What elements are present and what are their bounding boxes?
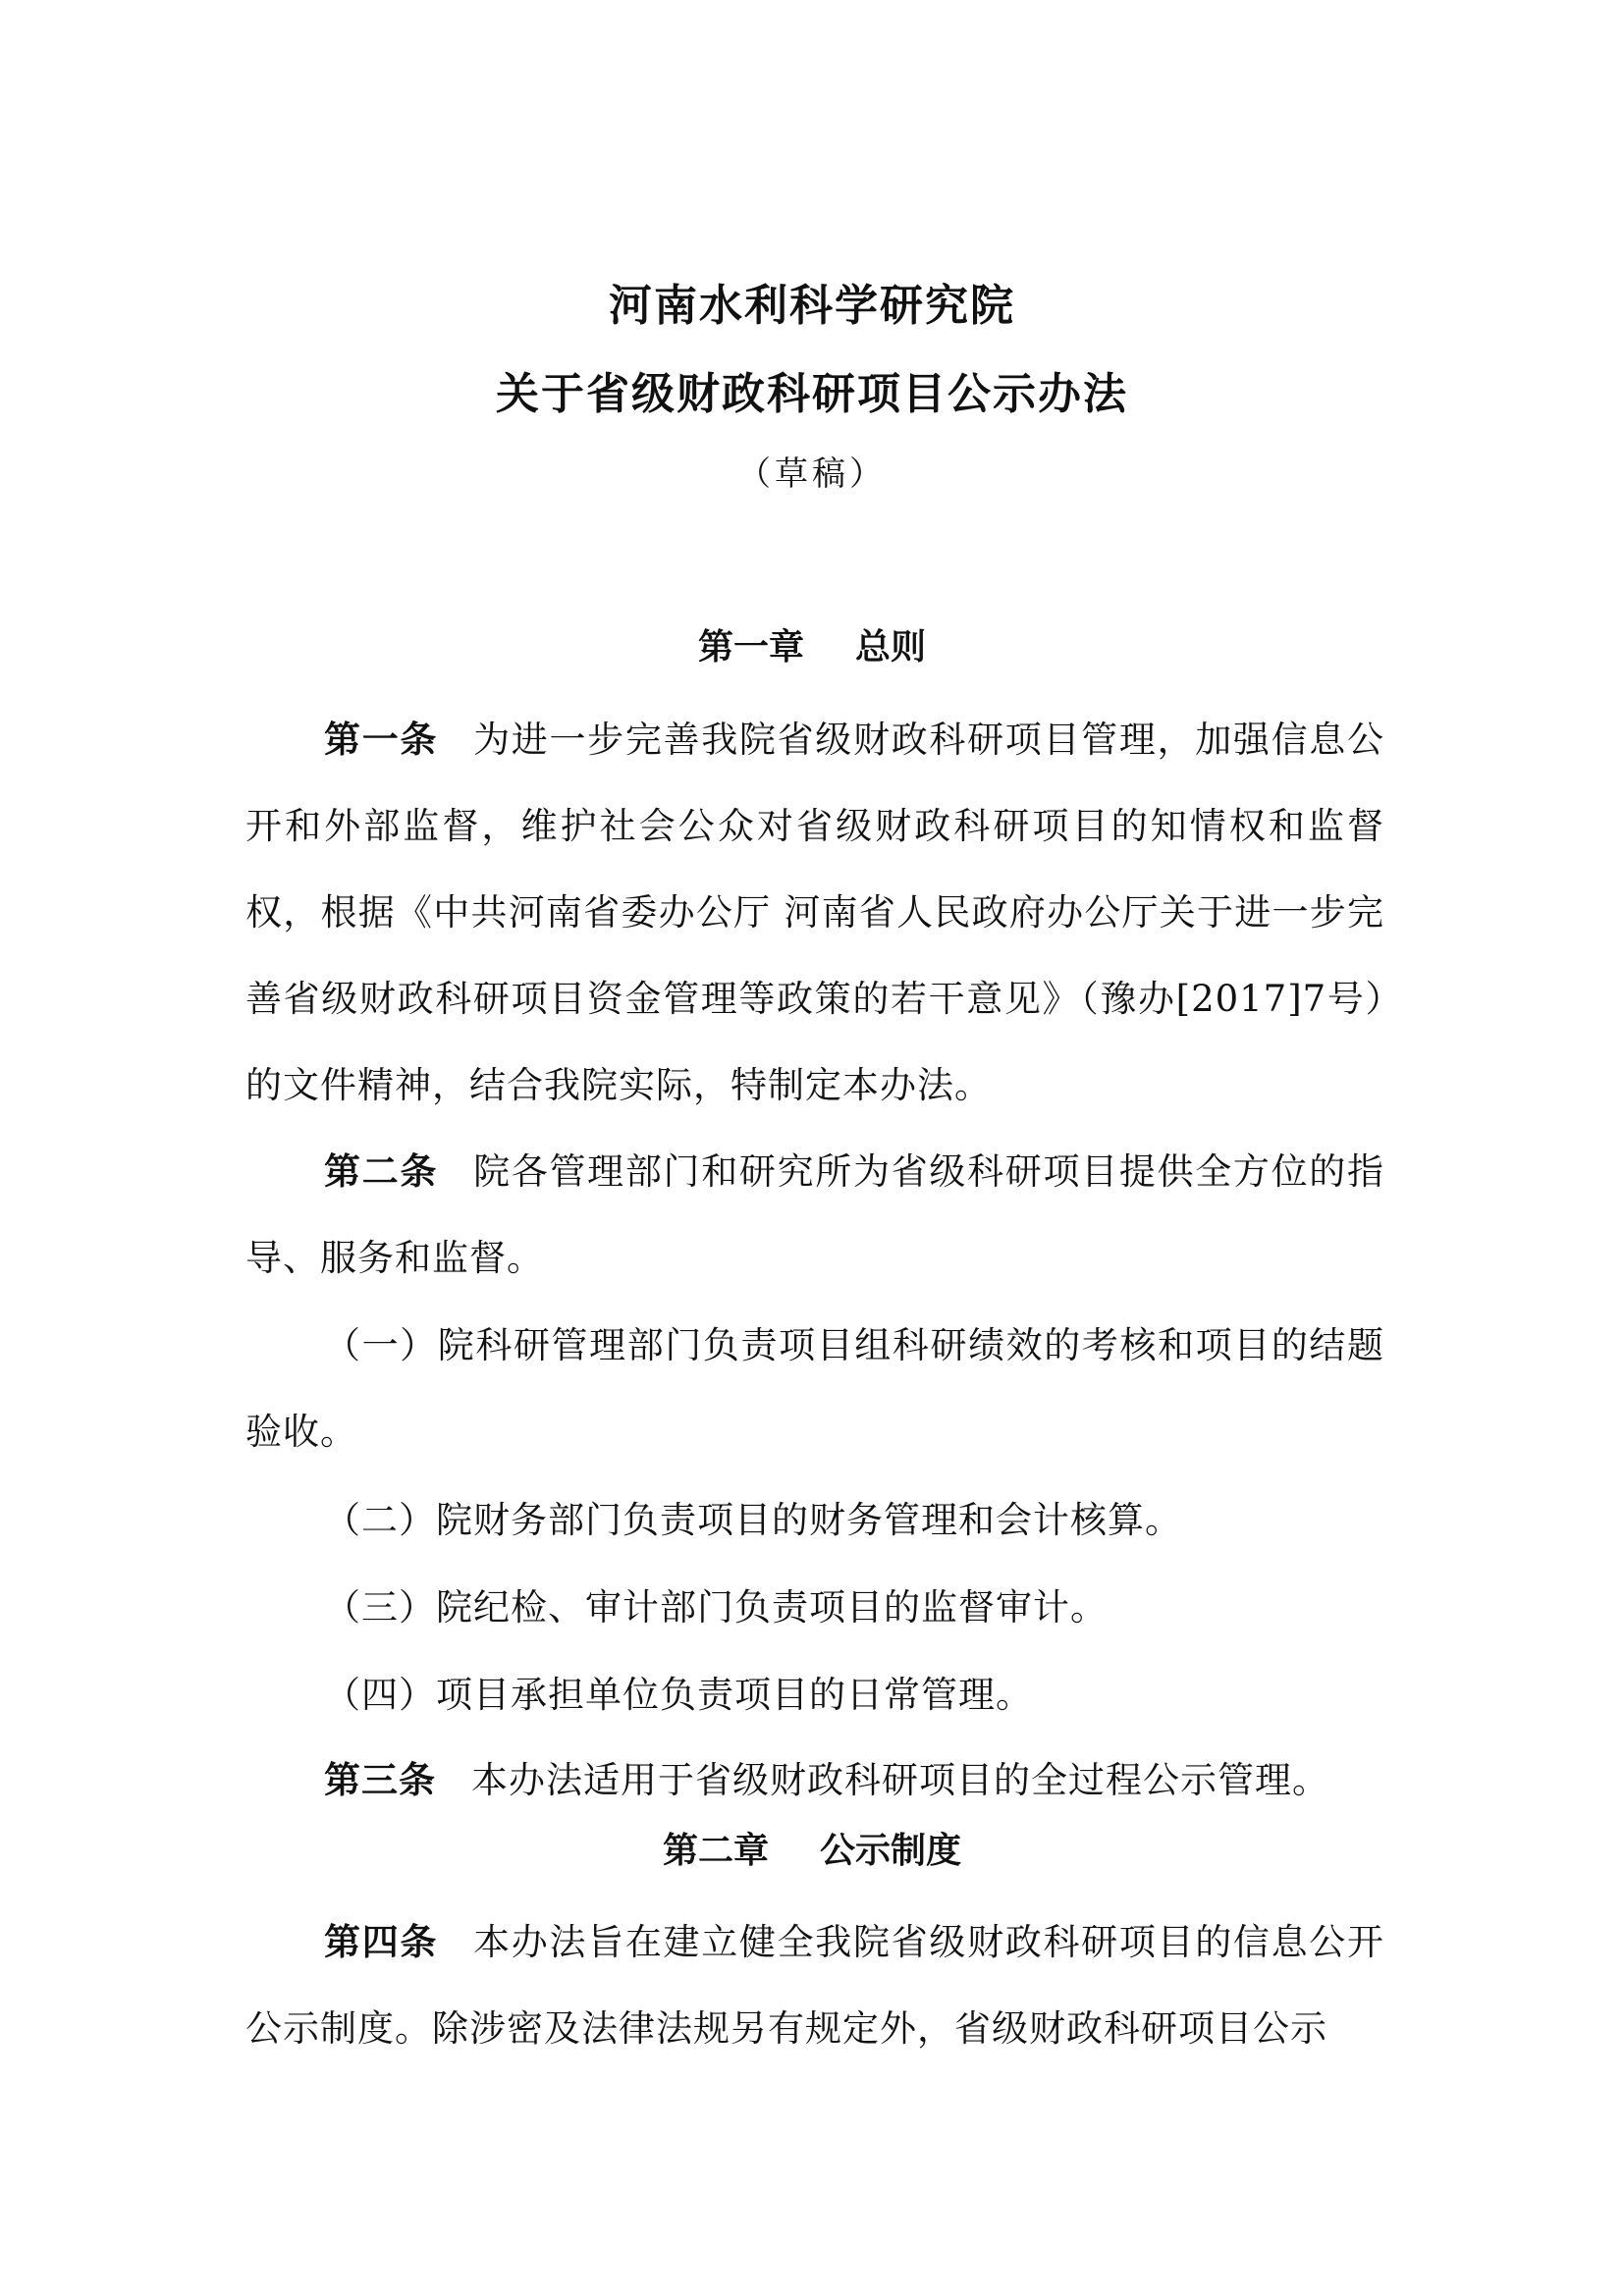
document-title-line2: 关于省级财政科研项目公示办法 (496, 369, 1128, 419)
chapter-heading-1 (0, 627, 1624, 667)
list-item-2: （二）院财务部门负责项目的财务管理和会计核算。 (324, 1499, 1182, 1541)
document-title-line1: 河南水利科学研究院 (609, 281, 1015, 331)
article-2 (245, 1129, 1384, 1302)
chapter-name: 总则 (855, 627, 927, 667)
article-text: 本办法适用于省级财政科研项目的全过程公示管理。 (471, 1759, 1329, 1801)
article-4 (245, 1899, 1384, 2072)
chapter-number: 第二章 (662, 1831, 769, 1871)
article-number: 第二条 (324, 1150, 439, 1193)
article-number: 第四条 (324, 1921, 439, 1963)
article-3 (245, 1737, 1384, 1824)
article-number: 第一条 (324, 719, 439, 761)
article-text: 院各管理部门和研究所为省级科研项目提供全方位的指导、服务和监督。 (245, 1150, 1384, 1279)
article-number: 第三条 (324, 1759, 436, 1801)
chapter-number: 第一章 (697, 627, 804, 667)
article-text: 为进一步完善我院省级财政科研项目管理，加强信息公开和外部监督，维护社会公众对省级财政科研项目的知情权和监督权，根据《中共河南省委办公厅 河南省人民政府办公厅关于进一步完善省级财政科研项目资金管理等政策的若干意见》（豫办[2017]7号）的文件精神，结合我院实际，特制定本办法。 (245, 719, 1384, 1106)
list-item-3: （三）院纪检、审计部门负责项目的监督审计。 (324, 1586, 1108, 1629)
list-item-1: （一）院科研管理部门负责项目组科研绩效的考核和项目的结题验收。 (245, 1324, 1384, 1453)
list-item-4: （四）项目承担单位负责项目的日常管理。 (324, 1674, 1033, 1716)
draft-note: （草稿） (737, 454, 887, 494)
article-1 (245, 697, 1384, 1129)
chapter-name: 公示制度 (820, 1831, 962, 1871)
article-text: 本办法旨在建立健全我院省级财政科研项目的信息公开公示制度。除涉密及法律法规另有规定外，省级财政科研项目公示 (245, 1921, 1384, 2050)
chapter-heading-2 (0, 1831, 1624, 1871)
